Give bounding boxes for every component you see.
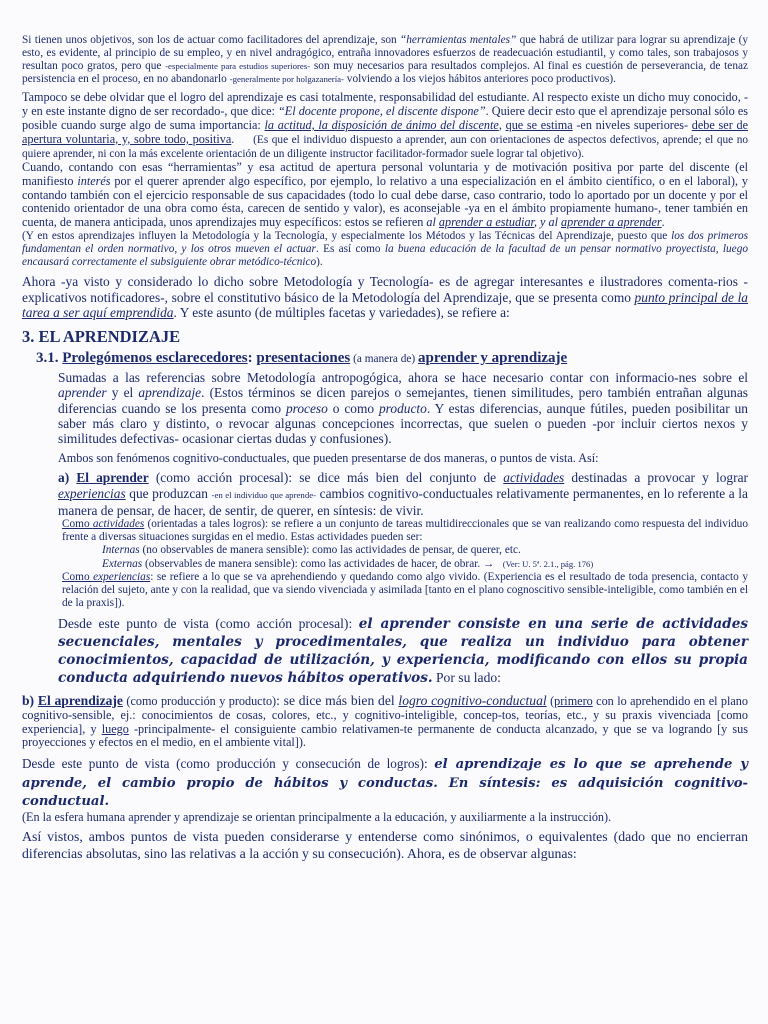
- text: Sumadas a las referencias sobre Metodología antropogógica, ahora se hace necesario contar con informacio-nes sobre el: [58, 370, 748, 386]
- text: aprendizaje: [138, 385, 202, 401]
- text: El aprender: [76, 470, 149, 486]
- text: Ahora -ya visto y considerado lo dicho sobre Metodología y Tecnología- es de agregar interesantes e ilustradores comenta-rios -explicativos notificadores-, sobre el constitutivo básico de la Metodología del Aprendizaje, que se presenta como: [22, 274, 748, 305]
- text: “El docente propone, el discente dispone”: [278, 104, 486, 119]
- text: volviendo a los viejos hábitos anteriores poco productivos).: [343, 73, 616, 86]
- paragraph-objetivos: [22, 34, 748, 86]
- text: El aprendizaje: [37, 692, 123, 708]
- text: el aprendizaje es lo que se aprehende y aprende, el cambio propio de hábitos y conductas. En síntesis: es adquisición cognitivo-conductual.: [22, 757, 748, 810]
- text: y el: [106, 385, 139, 401]
- text: . (Estos términos se dicen parejos o semejantes, tienen similitudes, pero también entrañan algunas diferencias cuando se los presenta como: [58, 385, 748, 416]
- page-reference: (Ver: U. 5ª. 2.1., pág. 176): [502, 558, 594, 569]
- subsection-heading: [36, 350, 748, 367]
- text: .: [231, 131, 235, 146]
- text: (orientadas a tales logros): se refiere a un conjunto de tareas multidireccionales que se van realizando como respuesta del individuo frente a diversas situaciones surgidas en el medio. Estas actividades pueden ser:: [62, 518, 748, 544]
- text: la buena educación de la facultad de un pensar normativo proyectista, luego encausará correctamente el subsiguiente obrar metódico-técnico: [22, 243, 748, 269]
- text: . Es así como: [315, 243, 385, 256]
- text: Desde este punto de vista (como acción procesal):: [58, 615, 359, 631]
- text: primero: [554, 693, 593, 708]
- text: producto: [378, 400, 427, 416]
- paragraph-cuando: [22, 161, 748, 230]
- text: -especialmente para estudios superiores-: [165, 61, 311, 72]
- text: experiencias: [58, 485, 126, 501]
- text: la actitud, la disposición de ánimo del discente: [264, 117, 499, 132]
- definition-aprendizaje: [22, 694, 748, 750]
- text: b): [22, 692, 38, 708]
- text: son muy necesarios para resultados complejos. Al final es cuestión de perseverancia, de tenaz persistencia en el proceso, en no abandonarlo: [22, 60, 748, 86]
- text: logro cognitivo-conductual: [398, 692, 547, 708]
- text: Como: [62, 570, 94, 583]
- paragraph-ambos: Ambos son fenómenos cognitivo-conductuales, que pueden presentarse de dos maneras, o puntos de vista. Así:: [58, 450, 599, 465]
- text: aprender a aprender: [561, 215, 662, 230]
- text: (observables de manera sensible): como las actividades de hacer, de obrar. →: [142, 557, 495, 570]
- text: Externas: [102, 557, 143, 570]
- text: presentaciones: [256, 350, 351, 367]
- text: que produzcan: [125, 485, 212, 501]
- text: Cuando, contando con esas “herramientas” y esa actitud de apertura personal voluntaria y de motivación positiva por parte del discente (el manifiesto: [22, 159, 748, 188]
- actividades-externas: [22, 558, 748, 571]
- text: .: [661, 215, 665, 230]
- text: : se refiere a lo que se va aprehendiendo y quedando como algo vivido. (Experiencia es el resultado de toda presencia, contacto y relación del sujeto, ante y con la realidad, que va siendo vivenciada y asimilada [tanto en el plano cognoscitivo sensible-inteligible, como también en el de la praxis]).: [62, 570, 748, 609]
- paragraph-accion-procesal: [22, 615, 748, 687]
- paragraph-esfera-humana: (En la esfera humana aprender y aprendizaje se orientan principalmente a la educación, y auxiliarmente a la instrucción).: [22, 809, 612, 824]
- actividades-internas: [22, 544, 748, 557]
- text: (Es que el individuo dispuesto a aprender, aun con orientaciones de aspectos defectivos, aprende; el que no quiere aprender, ni con la más excelente orientación de un diligente instructor facilitador-formador suele lograr tal objetivo).: [22, 133, 748, 160]
- text: -en niveles superiores-: [572, 117, 692, 132]
- text: : se dice más bien del: [276, 692, 399, 708]
- text: -principalmente- el consiguiente cambio relativamen-te permanente de conducta alcanzado, y que se va logrando [y sus proyecciones y efectos en el medio, en el ambiente vital]).: [22, 721, 748, 750]
- paragraph-produccion: [22, 755, 748, 811]
- text: que habrá de utilizar para lograr su aprendizaje (y esto, es evidente, al principio de su empleo, y en nivel andragógico, entraña innovadores esfuerzos de readecuación estudiantil, y como tales, son trabajosos y resultan poco gratos, pero que: [22, 34, 748, 73]
- paragraph-ahora: [22, 274, 748, 320]
- text: aprender y aprendizaje: [418, 350, 568, 367]
- text: por el querer aprender algo específico, por ejemplo, lo relativo a una especialización en el ámbito científico, o en el laboral), y contando también con el ejercicio responsable de sus capacidades (todo lo cual debe darse, caso contrario, todo lo aportado por un docente y por el contenido orientador de una obra como ésta, carecen de sentido y valor), es aconsejable -ya en el ámbito propiamente humano-, tener también en cuenta, de manera anticipada, unos aprendizajes muy específicos: estos se refieren: [22, 173, 748, 230]
- text: Tampoco se debe olvidar que el logro del aprendizaje es casi totalmente, responsabilidad del estudiante. Al respecto existe un dicho muy conocido, -y en este instante digno de ser recordado-, que dice:: [22, 90, 748, 119]
- text: experiencias: [93, 570, 151, 583]
- text: . Y estas diferencias, aunque fútiles, pueden posibilitar un saber más claro y distinto, o revocar algunas concepciones incorrectas, que suelen o pueden -por incluir ciertos nexos y similitudes defectivas- ocasionar ciertas dudas y confusiones).: [58, 400, 748, 447]
- text: (: [546, 693, 555, 708]
- text: interés: [77, 173, 111, 188]
- text: 3.1.: [36, 350, 63, 367]
- definition-aprender: [22, 470, 748, 518]
- text: o como: [327, 400, 379, 416]
- paragraph-tampoco: [22, 91, 748, 161]
- text: (como acción procesal): [148, 470, 289, 486]
- text: . Y este asunto (de múltiples facetas y variedades), se refiere a:: [173, 304, 510, 320]
- text: (a manera de): [350, 353, 419, 366]
- como-actividades: [22, 518, 748, 544]
- paragraph-sumadas: [22, 370, 748, 446]
- text: los dos primeros fundamentan el orden normativo, y los otros mueven el actuar: [22, 229, 748, 256]
- text: . Quiere decir esto que el aprendizaje personal sólo es posible cuando surge algo de suma importancia:: [22, 104, 748, 132]
- text: destinadas a provocar y lograr: [564, 470, 748, 486]
- document-page: [22, 34, 748, 862]
- text: (Y en estos aprendizajes influyen la Metodología y la Tecnología, y especialmente los Métodos y las Técnicas del Aprendizaje, puesto que: [22, 229, 672, 242]
- text: aprender: [58, 385, 107, 401]
- text: cambios cognitivo-conductuales relativamente permanentes, en lo referente a la manera de pensar, de hacer, de sentir, de querer, en síntesis: de vivir.: [58, 485, 748, 518]
- text: aprender a estudiar: [438, 215, 534, 230]
- paragraph-asi-vistos: Así vistos, ambos puntos de vista pueden considerarse y entenderse como sinónimos, o equivalentes (dado que no encierran diferencias absolutas, sino las relativas a la acción y su consecución). Ahora, es de observar algunas:: [22, 829, 748, 861]
- text: al: [426, 215, 439, 230]
- section-heading: 3. EL APRENDIZAJE: [22, 327, 181, 347]
- text: a): [58, 470, 77, 486]
- text: Si tienen unos objetivos, son los de actuar como facilitadores del aprendizaje, son: [22, 34, 400, 46]
- text: ,: [498, 117, 506, 132]
- text: Por su lado:: [432, 669, 501, 685]
- text: , y al: [533, 215, 562, 230]
- text: actividades: [92, 518, 145, 531]
- text: debe ser de apertura voluntaria, y, sobre todo, positiva: [22, 117, 748, 146]
- text: -generalmente por holgazanería-: [229, 74, 344, 85]
- como-experiencias: [22, 571, 748, 610]
- text: Internas: [102, 544, 140, 557]
- text: Prolegómenos esclarecedores: [62, 350, 248, 367]
- text: punto principal de la tarea a ser aquí emprendida: [22, 289, 749, 320]
- text: -en el individuo que aprende-: [211, 489, 317, 500]
- text: (como producción y producto): [122, 693, 277, 708]
- text: actividades: [503, 470, 565, 486]
- text: ).: [316, 256, 323, 269]
- text: el aprender consiste en una serie de actividades secuenciales, mentales y procedimentales, que realiza un individuo para obtener conocimientos, capacidad de utilización, y experiencia, modificando con ellos su propia conducta adquiriendo nuevos hábitos operativos.: [58, 615, 748, 686]
- text: :: [247, 350, 257, 367]
- text: (no observables de manera sensible): como las actividades de pensar, de querer, etc.: [139, 544, 521, 557]
- paragraph-metodologia: [22, 230, 748, 269]
- text: : se dice más bien del conjunto de: [288, 470, 504, 486]
- text: “herramientas mentales”: [400, 34, 517, 46]
- text: con lo aprehendido en el plano cognitivo-sensible, ej.: conocimientos de cosas, colores, etc., y cognitivo-inteligible, concep-tos, teorías, etc., y su praxis vivenciada [como experiencia], y: [22, 693, 748, 736]
- text: proceso: [285, 400, 328, 416]
- text: Como: [62, 518, 93, 531]
- text: luego: [101, 721, 129, 736]
- text: Desde este punto de vista (como producción y consecución de logros):: [22, 756, 435, 772]
- text: que se estima: [505, 117, 573, 132]
